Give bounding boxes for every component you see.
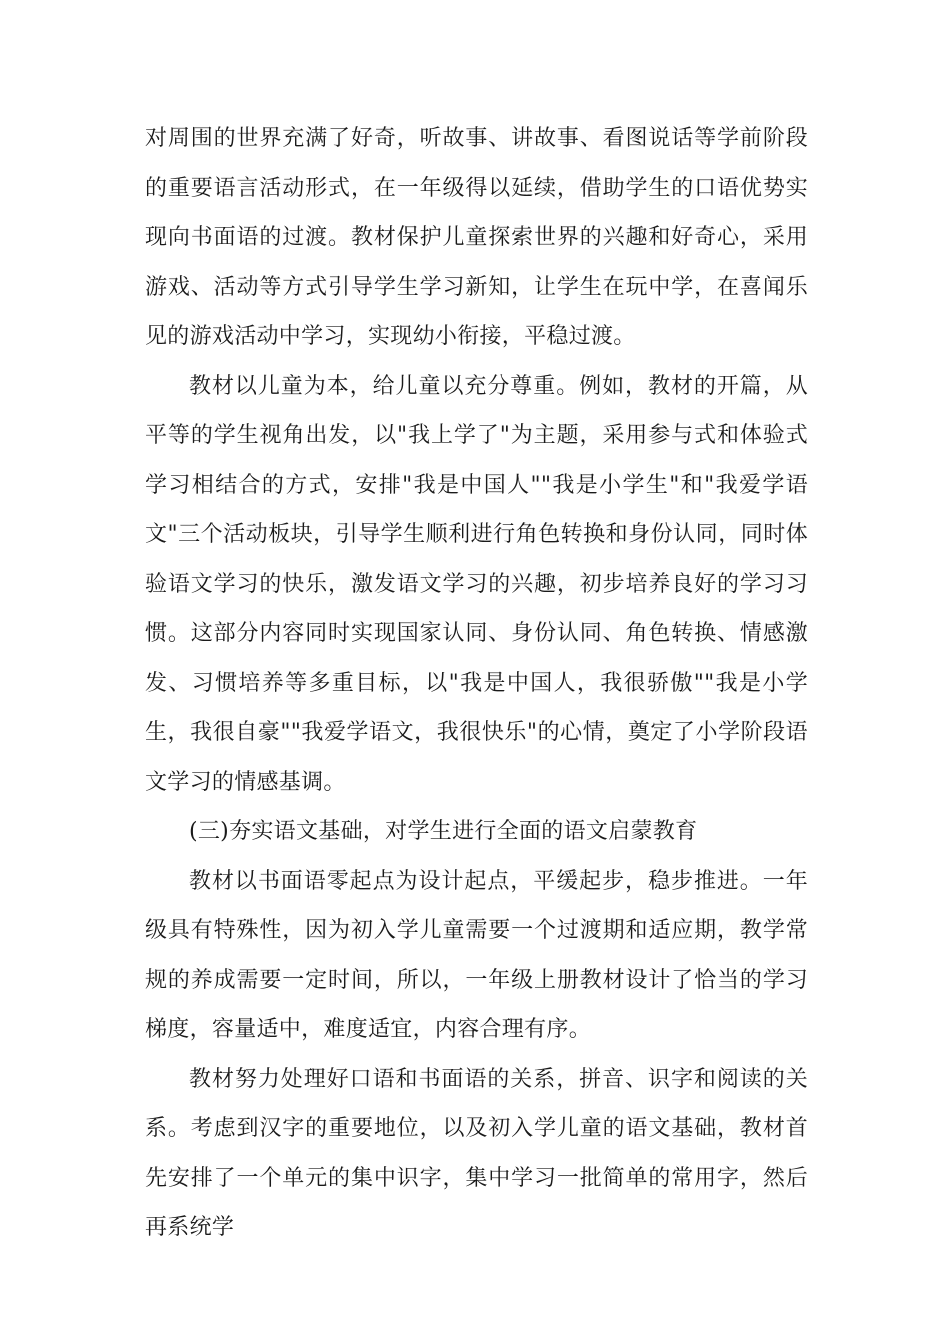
paragraph-1: 对周围的世界充满了好奇，听故事、讲故事、看图说话等学前阶段的重要语言活动形式，在一年级得以延续，借助学生的口语优势实现向书面语的过渡。教材保护儿童探索世界的兴趣和好奇心，采用游戏、活动等方式引导学生学习新知，让学生在玩中学，在喜闻乐见的游戏活动中学习，实现幼小衔接，平稳过渡。	[145, 126, 808, 349]
paragraph-3: 教材以书面语零起点为设计起点，平缓起步，稳步推进。一年级具有特殊性，因为初入学儿童需要一个过渡期和适应期，教学常规的养成需要一定时间，所以，一年级上册教材设计了恰当的学习梯度，容量适中，难度适宜，内容合理有序。	[145, 868, 808, 1042]
section-heading: (三)夯实语文基础，对学生进行全面的语文启蒙教育	[189, 819, 698, 844]
paragraph-4: 教材努力处理好口语和书面语的关系，拼音、识字和阅读的关系。考虑到汉字的重要地位，以及初入学儿童的语文基础，教材首先安排了一个单元的集中识字，集中学习一批简单的常用字，然后再系统学	[145, 1066, 808, 1240]
paragraph-2: 教材以儿童为本，给儿童以充分尊重。例如，教材的开篇，从平等的学生视角出发，以"我上学了"为主题，采用参与式和体验式学习相结合的方式，安排"我是中国人""我是小学生"和"我爱学语文"三个活动板块，引导学生顺利进行角色转换和身份认同，同时体验语文学习的快乐，激发语文学习的兴趣，初步培养良好的学习习惯。这部分内容同时实现国家认同、身份认同、角色转换、情感激发、习惯培养等多重目标，以"我是中国人，我很骄傲""我是小学生，我很自豪""我爱学语文，我很快乐"的心情，奠定了小学阶段语文学习的情感基调。	[145, 373, 808, 795]
document-page	[145, 114, 808, 1253]
